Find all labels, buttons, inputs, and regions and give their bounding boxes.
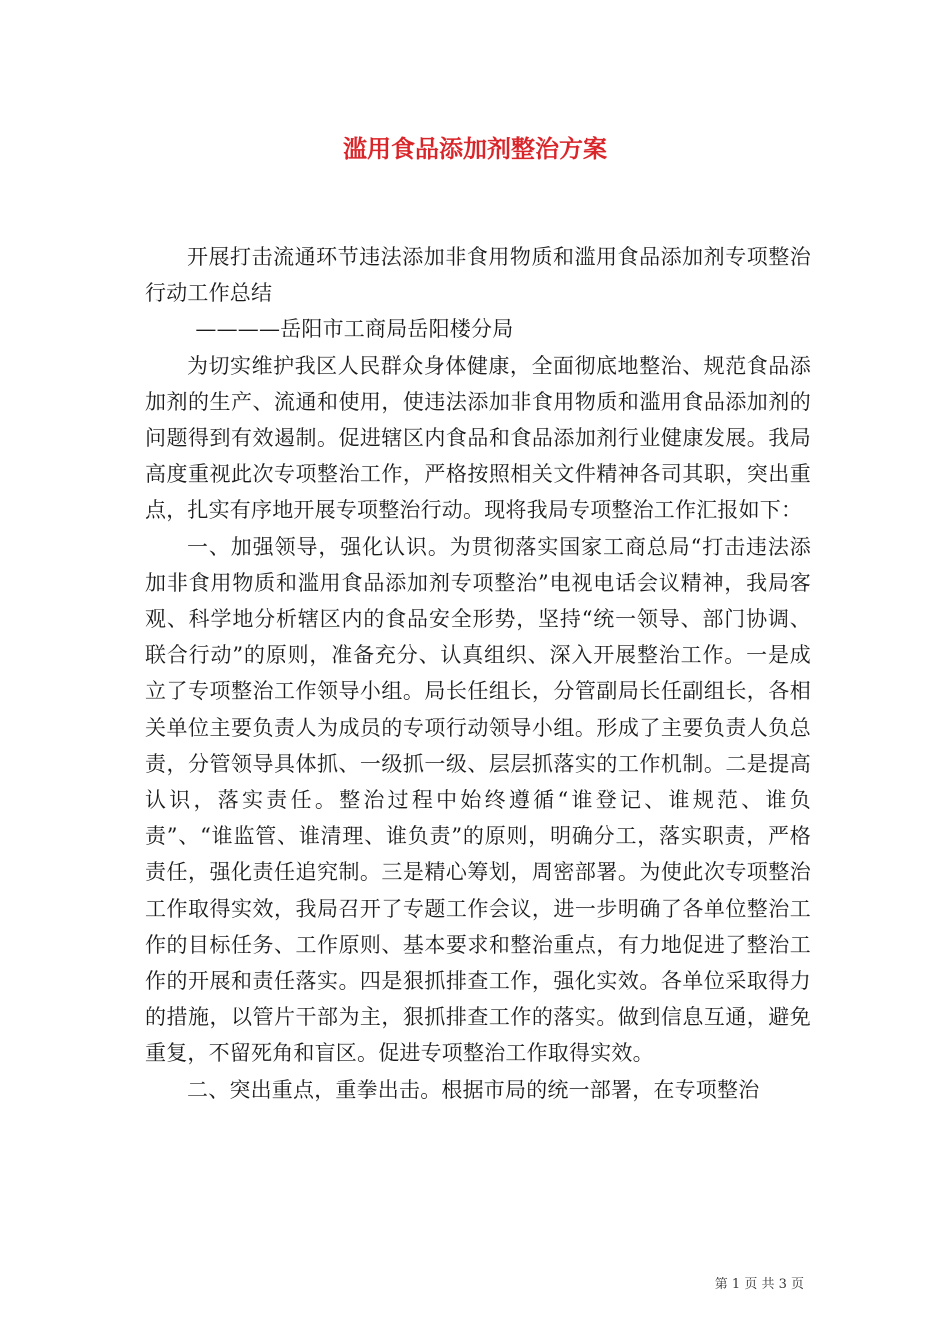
- paragraph-intro: 为切实维护我区人民群众身体健康，全面彻底地整治、规范食品添加剂的生产、流通和使用，使违法添加非食用物质和滥用食品添加剂的问题得到有效遏制。促进辖区内食品和食品添加剂行业健康发展。我局高度重视此次专项整治工作，严格按照相关文件精神各司其职，突出重点，扎实有序地开展专项整治行动。现将我局专项整治工作汇报如下：: [145, 353, 811, 523]
- document-body: [145, 239, 811, 1108]
- document-title: 滥用食品添加剂整治方案: [343, 134, 607, 163]
- page-number: 第 1 页 共 3 页: [714, 1277, 804, 1292]
- paragraph-section-1: 一、加强领导，强化认识。为贯彻落实国家工商总局“打击违法添加非食用物质和滥用食品添加剂专项整治”电视电话会议精神，我局客观、科学地分析辖区内的食品安全形势，坚持“统一领导、部门协调、联合行动”的原则，准备充分、认真组织、深入开展整治工作。一是成立了专项整治工作领导小组。局长任组长，分管副局长任副组长，各相关单位主要负责人为成员的专项行动领导小组。形成了主要负责人负总责，分管领导具体抓、一级抓一级、层层抓落实的工作机制。二是提高认识，落实责任。整治过程中始终遵循“谁登记、谁规范、谁负责”、“谁监管、谁清理、谁负责”的原则，明确分工，落实职责，严格责任，强化责任追究制。三是精心筹划，周密部署。为使此次专项整治工作取得实效，我局召开了专题工作会议，进一步明确了各单位整治工作的目标任务、工作原则、基本要求和整治重点，有力地促进了整治工作的开展和责任落实。四是狠抓排查工作，强化实效。各单位采取得力的措施，以管片干部为主，狠抓排查工作的落实。做到信息互通，避免重复，不留死角和盲区。促进专项整治工作取得实效。: [145, 534, 811, 1066]
- report-byline: ————岳阳市工商局岳阳楼分局: [195, 317, 514, 342]
- paragraph-section-2: 二、突出重点，重拳出击。根据市局的统一部署，在专项整治: [187, 1077, 760, 1102]
- report-subtitle: 开展打击流通环节违法添加非食用物质和滥用食品添加剂专项整治行动工作总结: [145, 245, 811, 306]
